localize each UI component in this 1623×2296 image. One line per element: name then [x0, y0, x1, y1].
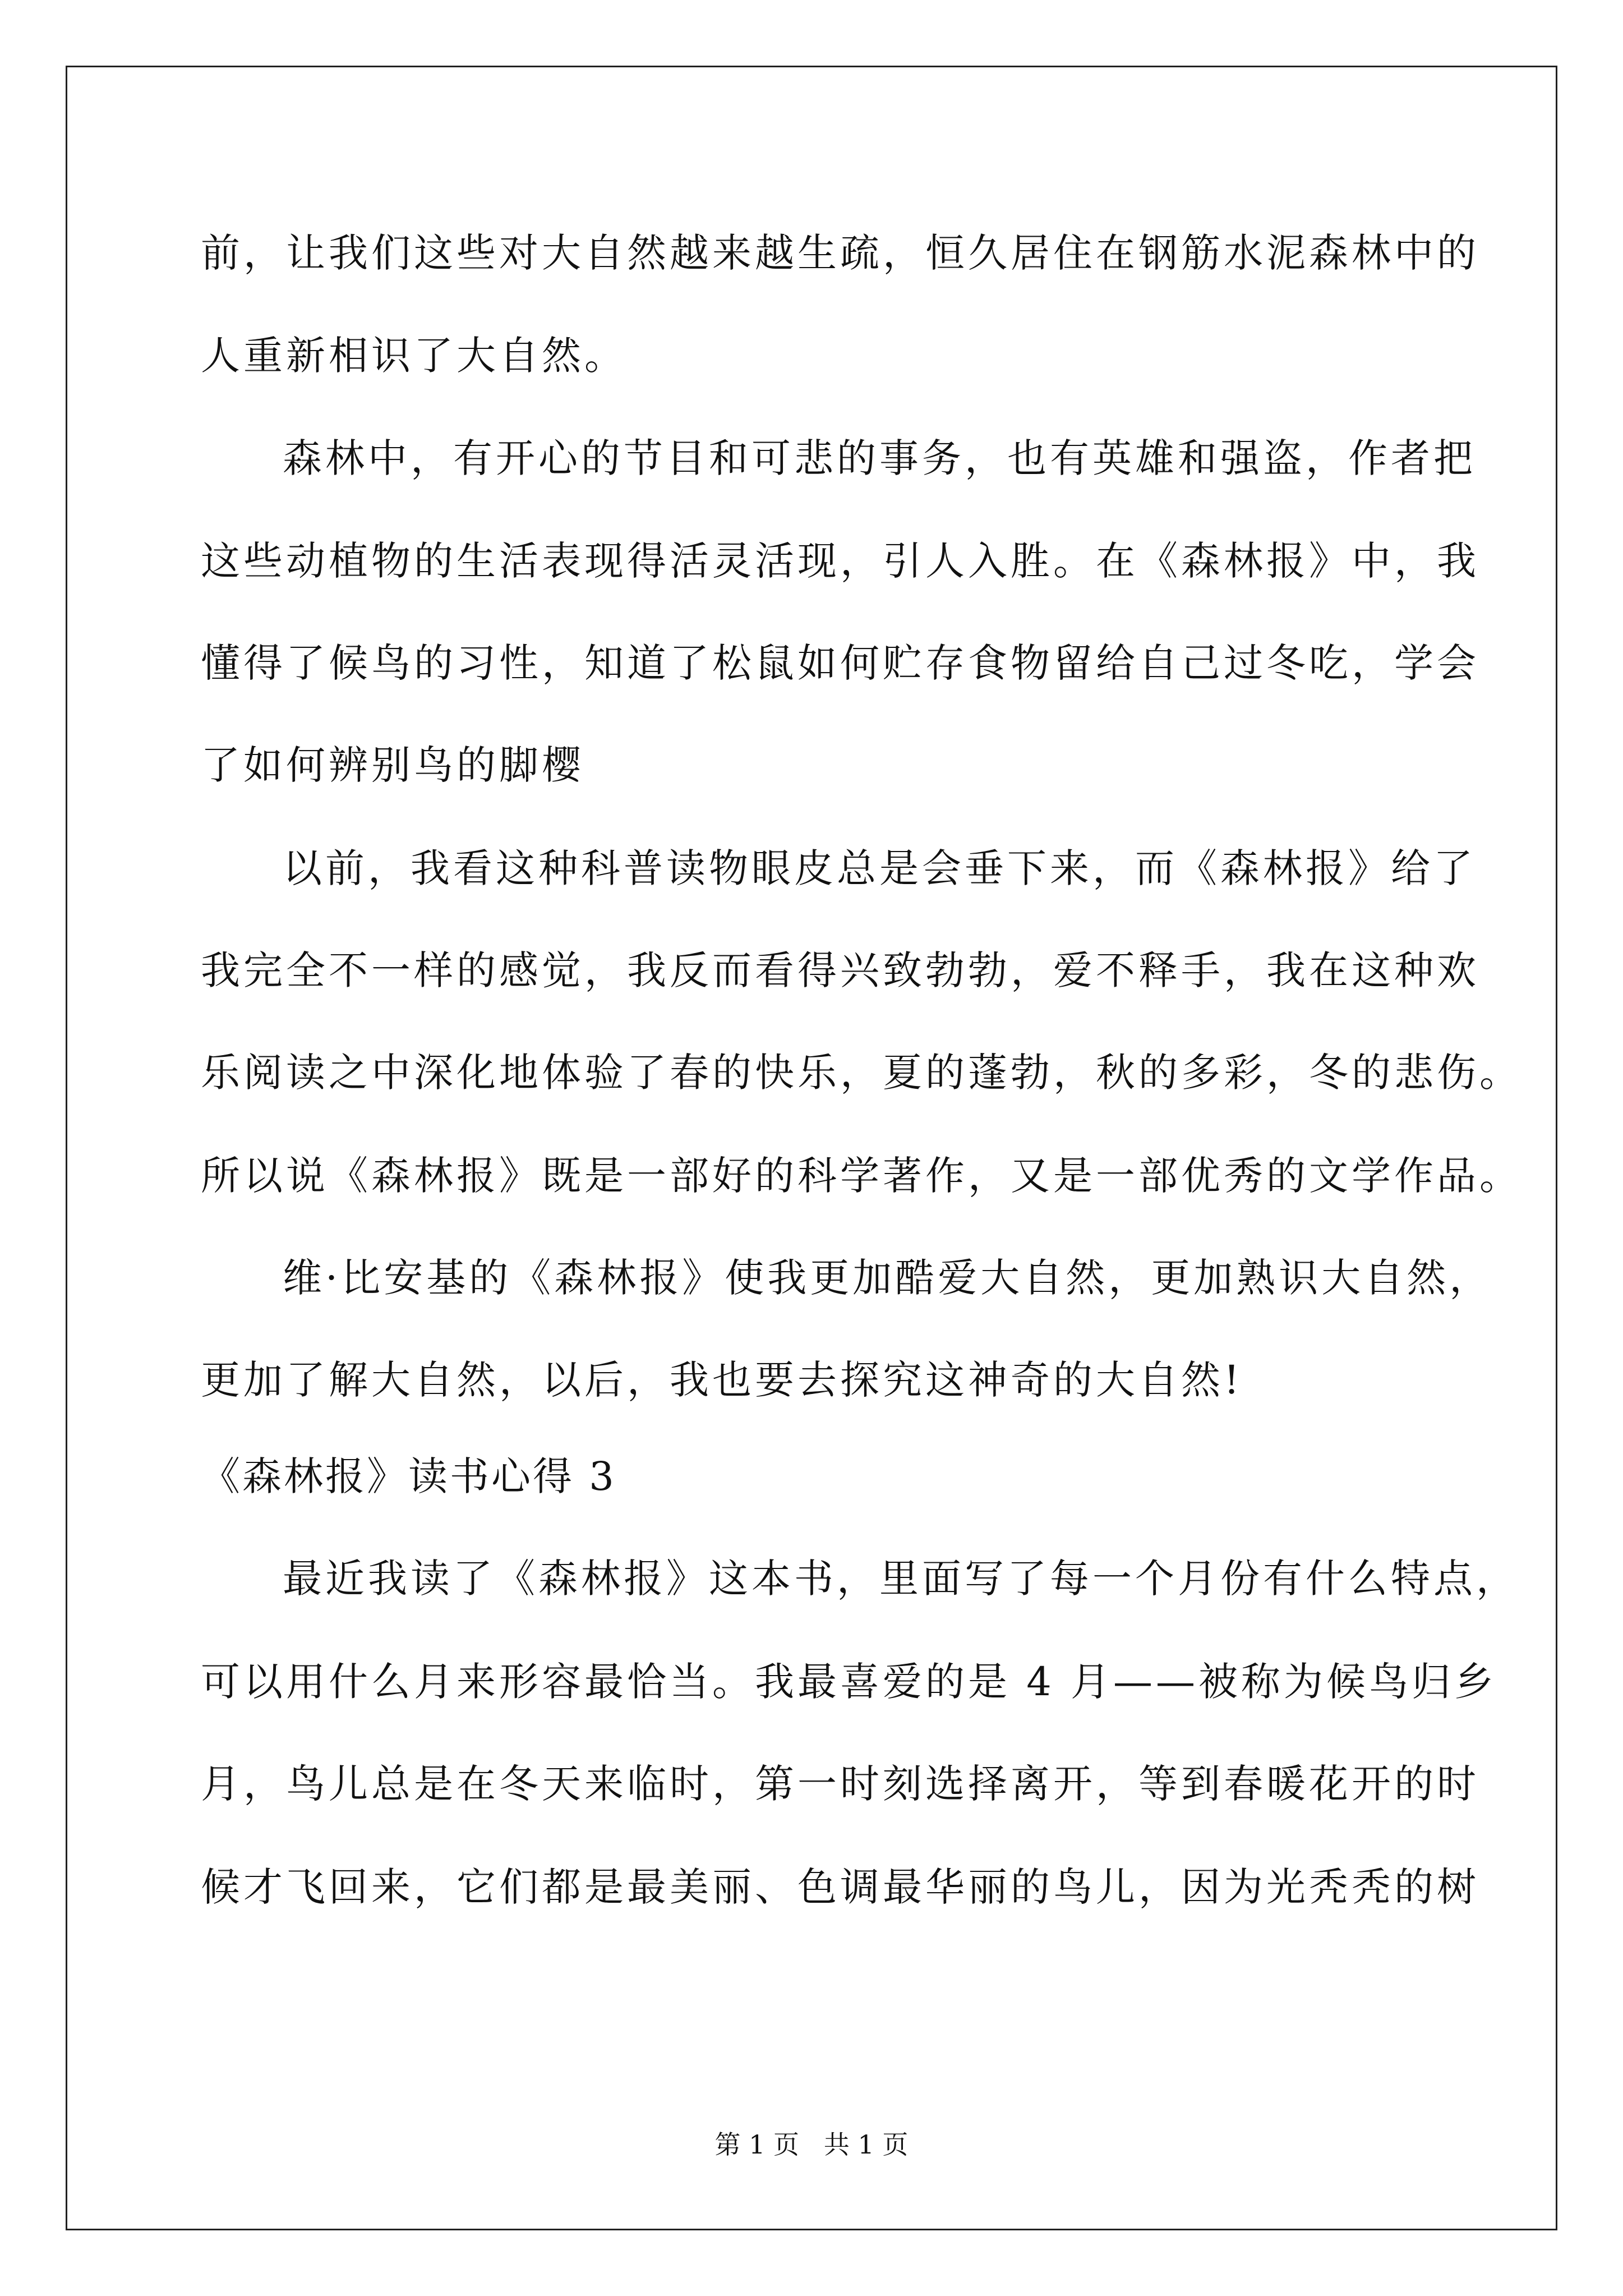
text-line: 所以说《森林报》既是一部好的科学著作，又是一部优秀的文学作品。	[201, 1153, 1522, 1199]
paragraph-start-line: 以前，我看这种科普读物眼皮总是会垂下来，而《森林报》给了	[283, 845, 1476, 891]
paragraph-start-line: 维·比安基的《森林报》使我更加酷爱大自然，更加熟识大自然，	[283, 1255, 1492, 1301]
text-line: 我完全不一样的感觉，我反而看得兴致勃勃，爱不释手，我在这种欢	[201, 947, 1479, 993]
page-number-footer: 第 1 页 共 1 页	[714, 2129, 909, 2160]
text-line: 可以用什么月来形容最恰当。我最喜爱的是 4 月——被称为候鸟归乡	[201, 1659, 1497, 1705]
text-line: 乐阅读之中深化地体验了春的快乐，夏的蓬勃，秋的多彩，冬的悲伤。	[201, 1050, 1522, 1096]
text-line: 人重新相识了大自然。	[201, 333, 627, 379]
paragraph-start-line: 森林中，有开心的节目和可悲的事务，也有英雄和强盗，作者把	[283, 435, 1476, 481]
text-line: 懂得了候鸟的习性，知道了松鼠如何贮存食物留给自己过冬吃，学会	[201, 640, 1479, 686]
text-line: 更加了解大自然，以后，我也要去探究这神奇的大自然!	[201, 1357, 1243, 1403]
text-line: 候才飞回来，它们都是最美丽、色调最华丽的鸟儿，因为光秃秃的树	[201, 1864, 1479, 1910]
paragraph-start-line: 最近我读了《森林报》这本书，里面写了每一个月份有什么特点，	[283, 1556, 1519, 1602]
section-heading: 《森林报》读书心得 3	[201, 1453, 616, 1499]
text-line: 前，让我们这些对大自然越来越生疏，恒久居住在钢筋水泥森林中的	[201, 230, 1479, 276]
text-line: 这些动植物的生活表现得活灵活现，引人入胜。在《森林报》中，我	[201, 538, 1479, 584]
text-line: 月，鸟儿总是在冬天来临时，第一时刻选择离开，等到春暖花开的时	[201, 1761, 1479, 1807]
text-line: 了如何辨别鸟的脚樱	[201, 742, 584, 788]
